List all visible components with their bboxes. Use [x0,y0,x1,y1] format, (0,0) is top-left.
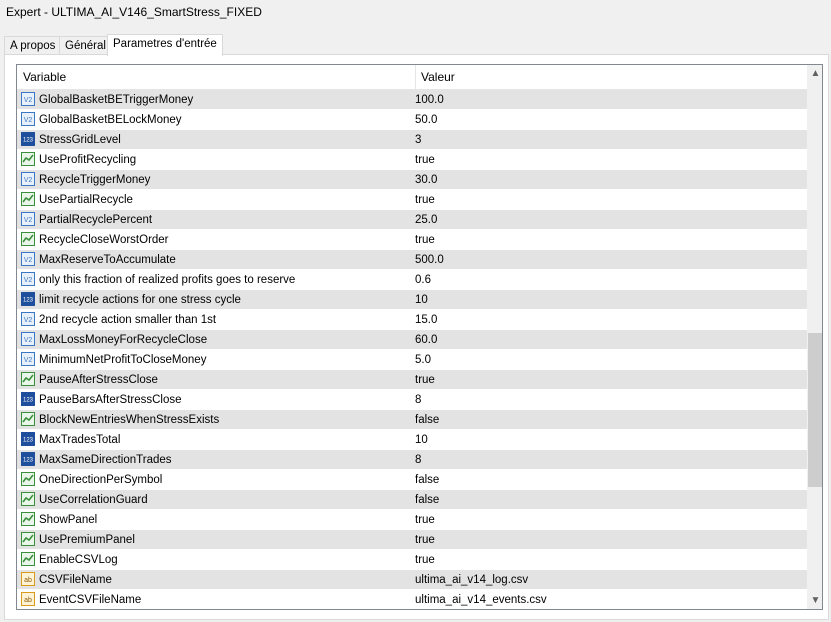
double-type-icon [21,252,35,266]
svg-text:123: 123 [22,137,34,144]
double-type-icon [21,112,35,126]
parameter-name: GlobalBasketBELockMoney [39,114,182,126]
svg-text:V2: V2 [23,217,33,224]
table-row[interactable] [17,290,807,310]
parameter-name: MaxReserveToAccumulate [39,254,176,266]
parameter-value[interactable]: true [415,534,435,546]
scroll-up-arrow-icon[interactable]: ▲ [810,68,821,79]
double-type-icon [21,312,35,326]
svg-text:ab: ab [24,597,32,604]
parameter-name: UseCorrelationGuard [39,494,148,506]
parameter-value[interactable]: true [415,234,435,246]
table-row[interactable] [17,150,807,170]
table-row[interactable] [17,590,807,610]
parameter-name: PauseBarsAfterStressClose [39,394,182,406]
bool-type-icon [21,532,35,546]
parameter-value[interactable]: 50.0 [415,114,438,126]
parameter-value[interactable]: 10 [415,434,428,446]
parameter-value[interactable]: true [415,194,435,206]
integer-type-icon [21,432,35,446]
table-row[interactable] [17,390,807,410]
table-row[interactable] [17,550,807,570]
parameter-value[interactable]: 100.0 [415,94,444,106]
parameter-value[interactable]: ultima_ai_v14_log.csv [415,574,529,586]
table-row[interactable] [17,90,807,110]
table-body [17,90,807,610]
string-type-icon [21,572,35,586]
svg-text:V2: V2 [23,257,33,264]
parameter-value[interactable]: 60.0 [415,334,438,346]
parameter-value[interactable]: 25.0 [415,214,438,226]
parameter-name: MaxLossMoneyForRecycleClose [39,334,208,346]
table-row[interactable] [17,430,807,450]
integer-type-icon [21,292,35,306]
double-type-icon [21,272,35,286]
parameter-name: StressGridLevel [39,134,121,146]
parameter-value[interactable]: 30.0 [415,174,438,186]
table-row[interactable] [17,210,807,230]
table-row[interactable] [17,410,807,430]
parameter-name: GlobalBasketBETriggerMoney [39,94,194,106]
table-row[interactable] [17,490,807,510]
parameter-name: 2nd recycle action smaller than 1st [39,314,217,326]
bool-type-icon [21,192,35,206]
parameter-name: EnableCSVLog [39,554,118,566]
svg-text:123: 123 [22,437,34,444]
string-type-icon [21,592,35,606]
parameter-value[interactable]: false [415,474,440,486]
integer-type-icon [21,452,35,466]
parameter-value[interactable]: 15.0 [415,314,438,326]
tab-general[interactable]: Général [59,36,112,55]
table-header [17,65,807,90]
table-row[interactable] [17,270,807,290]
table-row[interactable] [17,530,807,550]
bool-type-icon [21,412,35,426]
table-row[interactable] [17,370,807,390]
scrollbar-thumb[interactable] [808,333,823,487]
table-row[interactable] [17,510,807,530]
table-row[interactable] [17,350,807,370]
parameter-value[interactable]: true [415,554,435,566]
svg-text:ab: ab [24,577,32,584]
table-row[interactable] [17,170,807,190]
svg-text:123: 123 [22,397,34,404]
svg-text:123: 123 [22,457,34,464]
parameter-name: CSVFileName [39,574,112,586]
bool-type-icon [21,552,35,566]
parameter-name: UsePremiumPanel [39,534,135,546]
parameter-value[interactable]: true [415,514,435,526]
svg-text:V2: V2 [23,337,33,344]
parameter-value[interactable]: 0.6 [415,274,431,286]
svg-text:V2: V2 [23,97,33,104]
bool-type-icon [21,492,35,506]
table-row[interactable] [17,330,807,350]
table-row[interactable] [17,130,807,150]
tab-a-propos[interactable]: A propos [4,36,61,55]
column-header-value[interactable]: Valeur [421,70,455,84]
bool-type-icon [21,472,35,486]
parameter-value[interactable]: 10 [415,294,428,306]
parameter-value[interactable]: 8 [415,454,422,466]
svg-text:V2: V2 [23,277,33,284]
parameter-name: RecycleTriggerMoney [39,174,151,186]
parameter-value[interactable]: 500.0 [415,254,444,266]
parameter-value[interactable]: true [415,374,435,386]
table-row[interactable] [17,250,807,270]
tab-parametres-entree[interactable]: Parametres d'entrée [107,34,223,56]
parameter-value[interactable]: ultima_ai_v14_events.csv [415,594,547,606]
parameter-name: UseProfitRecycling [39,154,137,166]
table-row[interactable] [17,470,807,490]
parameter-name: only this fraction of realized profits goes to reserve [39,274,296,286]
parameter-name: limit recycle actions for one stress cycle [39,294,241,306]
parameter-value[interactable]: false [415,494,440,506]
parameter-name: RecycleCloseWorstOrder [39,234,169,246]
parameter-name: BlockNewEntriesWhenStressExists [39,414,220,426]
double-type-icon [21,332,35,346]
parameter-name: EventCSVFileName [39,594,142,606]
svg-text:123: 123 [22,297,34,304]
parameter-value[interactable]: false [415,414,440,426]
table-row[interactable] [17,230,807,250]
table-row[interactable] [17,310,807,330]
double-type-icon [21,92,35,106]
parameter-name: PartialRecyclePercent [39,214,153,226]
double-type-icon [21,212,35,226]
parameter-name: UsePartialRecycle [39,194,133,206]
svg-text:V2: V2 [23,177,33,184]
window-title: Expert - ULTIMA_AI_V146_SmartStress_FIXED [6,5,262,19]
bool-type-icon [21,512,35,526]
svg-text:V2: V2 [23,357,33,364]
parameter-value[interactable]: 3 [415,134,422,146]
bool-type-icon [21,372,35,386]
bool-type-icon [21,232,35,246]
double-type-icon [21,352,35,366]
parameter-name: MaxSameDirectionTrades [39,454,172,466]
table-row[interactable] [17,570,807,590]
vertical-scrollbar[interactable] [807,65,823,609]
double-type-icon [21,172,35,186]
parameter-name: OneDirectionPerSymbol [39,474,163,486]
svg-text:V2: V2 [23,317,33,324]
parameters-table[interactable] [16,64,823,610]
parameter-value[interactable]: 5.0 [415,354,431,366]
table-row[interactable] [17,450,807,470]
parameter-value[interactable]: 8 [415,394,422,406]
svg-text:V2: V2 [23,117,33,124]
integer-type-icon [21,392,35,406]
bool-type-icon [21,152,35,166]
parameter-value[interactable]: true [415,154,435,166]
scroll-down-arrow-icon[interactable]: ▼ [810,595,821,606]
parameter-name: ShowPanel [39,514,98,526]
integer-type-icon [21,132,35,146]
table-row[interactable] [17,190,807,210]
table-row[interactable] [17,110,807,130]
parameter-name: MaxTradesTotal [39,434,121,446]
parameter-name: MinimumNetProfitToCloseMoney [39,354,207,366]
column-header-variable[interactable]: Variable [17,65,416,89]
parameter-name: PauseAfterStressClose [39,374,158,386]
